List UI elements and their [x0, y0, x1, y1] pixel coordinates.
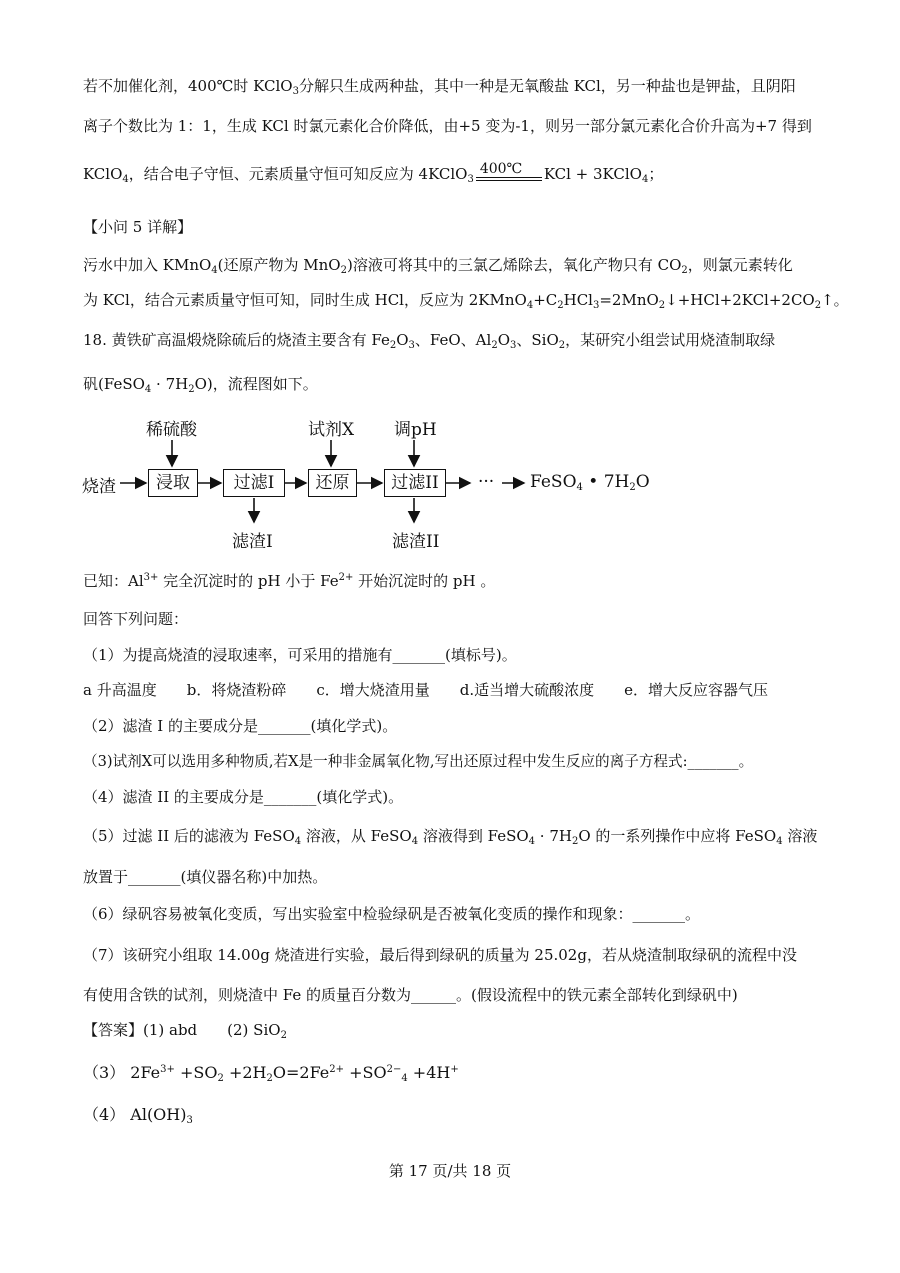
question-1-options: a 升高温度 b．将烧渣粉碎 c．增大烧渣用量 d.适当增大硫酸浓度 e．增大反应容器气压: [83, 681, 768, 699]
flow-box-filter2: 过滤II: [384, 469, 446, 497]
subscript: 4: [411, 836, 419, 847]
question-5-line1: [83, 826, 817, 852]
text: ↑。: [821, 291, 849, 309]
text: +4H: [407, 1063, 451, 1082]
subscript: 2: [389, 340, 397, 351]
question-5-line2: 放置于_______(填仪器名称)中加热。: [83, 868, 328, 886]
text: ↓+HCl+2KCl+2CO: [665, 291, 815, 309]
text: 溶液: [782, 827, 818, 845]
question-4: （4）滤渣 II 的主要成分是_______(填化学式)。: [83, 788, 404, 806]
text: （5）过滤 II 后的滤液为 FeSO: [83, 827, 295, 845]
text: O: [497, 331, 511, 349]
text: 溶液，从 FeSO: [301, 827, 412, 845]
text: O: [396, 331, 409, 349]
subscript: 4: [528, 836, 536, 847]
answer-4: [83, 1105, 193, 1131]
text: O)，流程图如下。: [194, 375, 318, 393]
subscript: 4: [211, 265, 218, 276]
text: 开始沉淀时的 pH 。: [353, 572, 496, 590]
text: FeSO: [530, 472, 577, 492]
superscript: 3+: [143, 572, 159, 583]
page-footer: 第 17 页/共 18 页: [388, 1162, 512, 1180]
subscript: 2: [571, 836, 579, 847]
text: 矾(FeSO: [83, 375, 145, 393]
subscript: 2: [217, 1073, 224, 1084]
subscript: 2: [340, 265, 347, 276]
text: 、FeO、Al: [414, 331, 492, 349]
text: ，则氯元素转化: [687, 256, 793, 274]
text: =2MnO: [599, 291, 659, 309]
text: O 的一系列操作中应将 FeSO: [578, 827, 777, 845]
flow-bottom-residue1: 滤渣I: [232, 532, 273, 552]
text: 【答案】(1) abd (2) SiO: [83, 1021, 281, 1039]
flow-top-acid: 稀硫酸: [146, 420, 197, 440]
subscript: 2: [681, 265, 688, 276]
subscript: 2: [558, 340, 566, 351]
subscript: 4: [144, 384, 152, 395]
text: ；: [648, 165, 664, 183]
text: （3） 2Fe: [83, 1063, 161, 1082]
text: · 7H: [535, 827, 572, 845]
flow-dots: ···: [478, 472, 495, 492]
question-7-line1: （7）该研究小组取 14.00g 烧渣进行实验，最后得到绿矾的质量为 25.02g，若从烧渣制取绿矾的流程中没: [83, 946, 797, 964]
subscript: 3: [467, 174, 474, 185]
text: (还原产物为 MnO: [217, 256, 341, 274]
text: O: [635, 472, 650, 492]
text: （4） Al(OH): [83, 1105, 187, 1124]
question-6: （6）绿矾容易被氧化变质，写出实验室中检验绿矾是否被氧化变质的操作和现象：_______。: [83, 905, 701, 923]
subscript: 3: [408, 340, 415, 351]
subscript: 2: [814, 300, 822, 311]
subscript: 2: [629, 482, 636, 493]
text: +SO: [174, 1063, 218, 1082]
subscript: 2: [266, 1073, 273, 1084]
subscript: 4: [776, 836, 783, 847]
flow-product: [530, 472, 650, 493]
subscript: 3: [592, 300, 600, 311]
subscript: 2: [557, 300, 564, 311]
flow-box-reduction: 还原: [308, 469, 357, 497]
subscript: 4: [122, 174, 129, 185]
subscript: 4: [526, 300, 534, 311]
text: 18. 黄铁矿高温煅烧除硫后的烧渣主要含有 Fe: [83, 331, 390, 349]
flow-arrows: [0, 0, 900, 560]
subscript: 2: [491, 340, 498, 351]
flow-top-reagent: 试剂X: [308, 420, 355, 440]
superscript: 3+: [160, 1064, 175, 1075]
text: KClO: [83, 165, 123, 183]
question-1: （1）为提高烧渣的浸取速率，可采用的措施有_______(填标号)。: [83, 646, 517, 664]
text: O=2Fe: [272, 1063, 330, 1082]
flow-start-label: 烧渣: [82, 477, 116, 497]
subscript: 2: [658, 300, 666, 311]
text: 完全沉淀时的 pH 小于 Fe: [158, 572, 339, 590]
superscript: 2+: [338, 572, 354, 583]
question-2: （2）滤渣 I 的主要成分是_______(填化学式)。: [83, 717, 398, 735]
flow-box-filter1: 过滤I: [223, 469, 285, 497]
text: ，某研究小组尝试用烧渣制取绿: [565, 331, 776, 349]
text: 溶液得到 FeSO: [418, 827, 529, 845]
text: )溶液可将其中的三氯乙烯除去，氧化产物只有 CO: [347, 256, 682, 274]
text: • 7H: [582, 472, 630, 492]
condition-label: 400℃: [479, 161, 523, 177]
text: 为 KCl，结合元素质量守恒可知，同时生成 HCl，反应为 2KMnO: [83, 291, 527, 309]
subscript: 3: [510, 340, 517, 351]
flow-box-leaching: 浸取: [148, 469, 198, 497]
subscript: 4: [294, 836, 302, 847]
answer-3: [83, 1060, 459, 1089]
subscript: 4: [641, 174, 649, 185]
text: · 7H: [151, 375, 189, 393]
text: +C: [533, 291, 558, 309]
text: HCl: [563, 291, 593, 309]
answer-1-2: [83, 1020, 287, 1046]
text: +SO: [344, 1063, 387, 1082]
subscript: 4: [576, 482, 583, 493]
flow-top-ph: 调pH: [394, 420, 437, 440]
question-3: （3)试剂X可以选用多种物质,若X是一种非金属氧化物,写出还原过程中发生反应的离子方程式:_______。: [83, 753, 754, 770]
text: 已知：Al: [83, 572, 144, 590]
subscript: 4: [401, 1073, 408, 1084]
answer-prompt: 回答下列问题：: [83, 610, 189, 628]
subscript: 2: [188, 384, 195, 395]
text: +2H: [223, 1063, 267, 1082]
text: 、SiO: [516, 331, 559, 349]
superscript: 2+: [329, 1064, 345, 1075]
question-7-line2: 有使用含铁的试剂，则烧渣中 Fe 的质量百分数为______。(假设流程中的铁元素全部转化到绿矾中): [83, 986, 738, 1004]
superscript: +: [450, 1064, 459, 1075]
text: 分解只生成两种盐，其中一种是无氧酸盐 KCl，另一种盐也是钾盐，且阴阳: [298, 77, 796, 95]
flow-bottom-residue2: 滤渣II: [392, 532, 440, 552]
subscript: 3: [186, 1115, 193, 1126]
q5-title: 【小问 5 详解】: [83, 218, 193, 236]
subscript: 3: [292, 86, 299, 97]
subscript: 2: [280, 1030, 287, 1041]
text: 若不加催化剂，400℃时 KClO: [83, 77, 293, 95]
text: ，结合电子守恒、元素质量守恒可知反应为 4KClO: [128, 165, 468, 183]
text: KCl + 3KClO: [543, 165, 642, 183]
superscript: 2−: [386, 1064, 402, 1075]
text: 离子个数比为 1：1，生成 KCl 时氯元素化合价降低，由+5 变为-1，则另一部分氯元素化合价升高为+7 得到: [83, 117, 812, 135]
text: 污水中加入 KMnO: [83, 256, 212, 274]
known-line: [83, 568, 495, 591]
